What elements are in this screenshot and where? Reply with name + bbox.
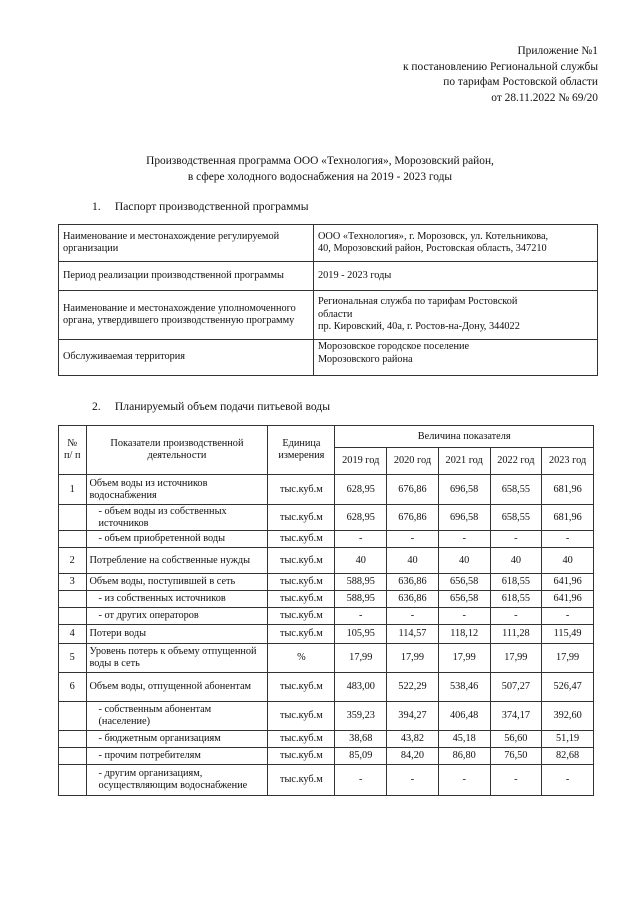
row-value: - [335,531,387,548]
row-number [59,748,87,765]
row-value: 85,09 [335,748,387,765]
row-value: 483,00 [335,673,387,702]
row-unit: тыс.куб.м [268,475,335,505]
row-value: 43,82 [387,731,439,748]
row-indicator-name: - объем приобретенной воды [86,531,268,548]
row-indicator-name: Потребление на собственные нужды [86,548,268,574]
row-value: 618,55 [490,574,542,591]
section-heading-volumes [92,400,330,413]
row-unit: тыс.куб.м [268,748,335,765]
row-value: - [387,608,439,625]
row-value: - [542,608,594,625]
passport-row [59,262,598,291]
header-year: 2022 год [490,448,542,475]
row-unit: тыс.куб.м [268,608,335,625]
row-unit: тыс.куб.м [268,505,335,531]
table-row [59,531,594,548]
row-value: 17,99 [490,644,542,673]
passport-value-line: области [318,308,353,320]
title-line: Производственная программа ООО «Технология», Морозовский район, [146,155,494,167]
table-row [59,644,594,673]
appendix-line: Приложение №1 [517,45,598,57]
row-indicator-name: - из собственных источников [86,591,268,608]
row-unit: % [268,644,335,673]
row-value: 40 [542,548,594,574]
row-value: 45,18 [438,731,490,748]
row-number: 3 [59,574,87,591]
row-value: 628,95 [335,475,387,505]
row-value: 538,46 [438,673,490,702]
passport-value-line: Региональная служба по тарифам Ростовской [318,296,518,308]
row-value: 641,96 [542,591,594,608]
row-number [59,731,87,748]
row-value: 658,55 [490,475,542,505]
row-indicator-name: Объем воды, поступившей в сеть [86,574,268,591]
row-number: 4 [59,625,87,644]
row-value: 406,48 [438,702,490,731]
passport-value-line: 2019 - 2023 годы [318,269,392,281]
row-number [59,702,87,731]
passport-value [314,340,598,376]
table-header-row [59,426,594,448]
row-value: 118,12 [438,625,490,644]
row-number [59,765,87,796]
row-indicator-name: - другим организациям, осуществляющим водоснабжение [86,765,268,796]
title-line: в сфере холодного водоснабжения на 2019 - 2023 годы [187,170,453,183]
row-unit: тыс.куб.м [268,765,335,796]
row-value: 111,28 [490,625,542,644]
row-value: 394,27 [387,702,439,731]
row-number: 1 [59,475,87,505]
row-indicator-name: - бюджетным организациям [86,731,268,748]
passport-value [314,291,598,340]
section-title: Планируемый объем подачи питьевой воды [114,400,330,413]
row-value: - [490,765,542,796]
row-value: - [542,765,594,796]
row-value: - [387,531,439,548]
row-unit: тыс.куб.м [268,548,335,574]
row-indicator-name: - прочим потребителям [86,748,268,765]
appendix-line: от 28.11.2022 № 69/20 [491,91,598,104]
row-value: 40 [335,548,387,574]
appendix-line: по тарифам Ростовской области [443,76,598,88]
row-value: 656,58 [438,591,490,608]
table-row [59,591,594,608]
row-value: 17,99 [387,644,439,673]
row-number [59,591,87,608]
row-value: 17,99 [438,644,490,673]
row-value: 84,20 [387,748,439,765]
passport-table [58,224,598,376]
row-indicator-name: Потери воды [86,625,268,644]
row-value: - [335,608,387,625]
row-value: 51,19 [542,731,594,748]
row-value: 618,55 [490,591,542,608]
header-values-group: Величина показателя [335,426,594,448]
row-value: - [490,608,542,625]
row-value: 114,57 [387,625,439,644]
passport-value-line: пр. Кировский, 40а, г. Ростов-на-Дону, 344022 [318,321,520,333]
row-value: 105,95 [335,625,387,644]
header-year: 2021 год [438,448,490,475]
passport-value [314,225,598,262]
row-value: 676,86 [387,505,439,531]
appendix-note [403,44,598,106]
row-value: - [490,531,542,548]
document-title [0,154,640,185]
row-value: 588,95 [335,591,387,608]
header-unit: Единица измерения [268,426,335,475]
appendix-line: к постановлению Региональной службы [402,60,598,73]
passport-label: Наименование и местонахождение уполномоченного органа, утвердившего производственную программу [59,291,314,340]
row-value: 86,80 [438,748,490,765]
passport-row [59,291,598,340]
row-value: 76,50 [490,748,542,765]
row-value: - [387,765,439,796]
header-year: 2023 год [542,448,594,475]
row-value: 522,29 [387,673,439,702]
row-value: 656,58 [438,574,490,591]
header-name: Показатели производственной деятельности [86,426,268,475]
row-value: 681,96 [542,475,594,505]
row-value: 56,60 [490,731,542,748]
row-number [59,505,87,531]
row-value: 359,23 [335,702,387,731]
row-value: 676,86 [387,475,439,505]
passport-row [59,340,598,376]
row-value: 526,47 [542,673,594,702]
table-row [59,673,594,702]
row-unit: тыс.куб.м [268,591,335,608]
passport-label: Период реализации производственной программы [59,262,314,291]
row-value: 115,49 [542,625,594,644]
row-value: 681,96 [542,505,594,531]
row-value: 696,58 [438,505,490,531]
row-value: 374,17 [490,702,542,731]
row-indicator-name: Объем воды из источников водоснабжения [86,475,268,505]
row-unit: тыс.куб.м [268,731,335,748]
passport-value-line: Морозовское городское поселение [318,341,470,352]
row-value: 628,95 [335,505,387,531]
row-indicator-name: - от других операторов [86,608,268,625]
row-value: 658,55 [490,505,542,531]
section-heading-passport [92,200,309,213]
row-unit: тыс.куб.м [268,702,335,731]
table-row [59,702,594,731]
row-unit: тыс.куб.м [268,574,335,591]
row-value: 636,86 [387,591,439,608]
row-value: - [438,531,490,548]
row-value: 38,68 [335,731,387,748]
water-volume-table [58,425,594,796]
row-number [59,531,87,548]
table-row [59,765,594,796]
row-value: 40 [387,548,439,574]
header-year: 2019 год [335,448,387,475]
row-value: 82,68 [542,748,594,765]
passport-value [314,262,598,291]
row-value: 40 [438,548,490,574]
section-number: 1. [92,200,101,213]
row-indicator-name: - объем воды из собственных источников [86,505,268,531]
row-value: 392,60 [542,702,594,731]
table-row [59,748,594,765]
row-value: 17,99 [335,644,387,673]
row-number: 5 [59,644,87,673]
table-row [59,608,594,625]
passport-value-line: 40, Морозовский район, Ростовская область, 347210 [318,243,547,254]
row-indicator-name: Объем воды, отпущенной абонентам [86,673,268,702]
table-row [59,574,594,591]
row-value: - [438,765,490,796]
table-row [59,731,594,748]
row-value: 507,27 [490,673,542,702]
row-number [59,608,87,625]
row-indicator-name: Уровень потерь к объему отпущенной воды в сеть [86,644,268,673]
passport-value-line: ООО «Технология», г. Морозовск, ул. Котельникова, [318,230,549,242]
table-row [59,475,594,505]
row-value: 17,99 [542,644,594,673]
row-indicator-name: - собственным абонентам (население) [86,702,268,731]
row-number: 6 [59,673,87,702]
table-row [59,548,594,574]
passport-value-line: Морозовского района [318,353,413,365]
row-unit: тыс.куб.м [268,625,335,644]
row-value: - [335,765,387,796]
section-title: Паспорт производственной программы [114,200,309,213]
header-year: 2020 год [387,448,439,475]
header-num: № п/ п [59,426,87,475]
table-row [59,625,594,644]
passport-label: Обслуживаемая территория [59,340,314,376]
row-value: 636,86 [387,574,439,591]
row-value: - [438,608,490,625]
row-value: 641,96 [542,574,594,591]
passport-label: Наименование и местонахождение регулируемой организации [59,225,314,262]
row-value: 696,58 [438,475,490,505]
passport-row [59,225,598,262]
row-value: - [542,531,594,548]
row-unit: тыс.куб.м [268,531,335,548]
row-unit: тыс.куб.м [268,673,335,702]
row-value: 40 [490,548,542,574]
section-number: 2. [92,400,101,413]
row-value: 588,95 [335,574,387,591]
row-number: 2 [59,548,87,574]
table-row [59,505,594,531]
